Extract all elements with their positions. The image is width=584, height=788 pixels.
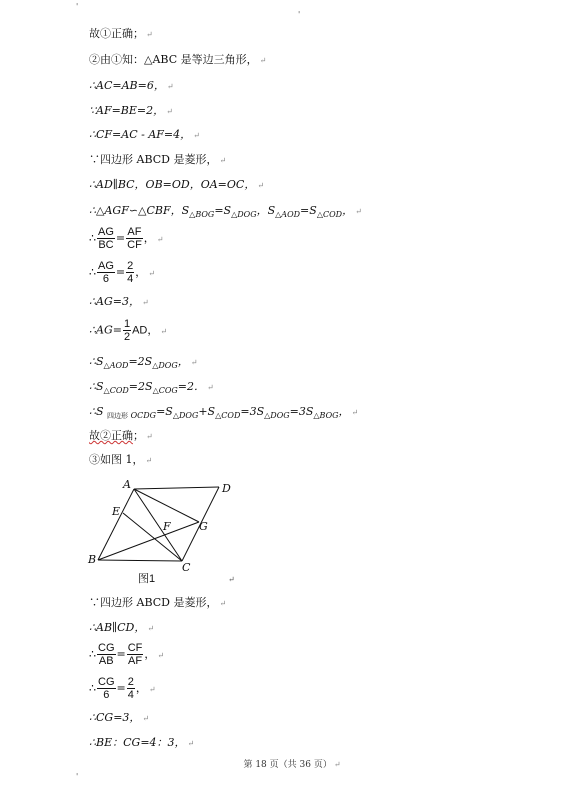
- figure-return-mark: ↵: [228, 575, 235, 584]
- label-e: E: [112, 505, 121, 518]
- fraction-ag-bc: $\frac{AG}{BC}$: [98, 226, 114, 251]
- text-line-2: ②由①知：△ABC 是等边三角形， ↵: [89, 53, 267, 66]
- text-line-14: $\therefore S_{\triangle COD}=2S_{\triangle COG}=2$． ↵: [89, 380, 214, 396]
- text-line-23: ∴BE：CG=4：3， ↵: [89, 736, 195, 749]
- text-line-18: ∵四边形 ABCD 是菱形， ↵: [89, 596, 227, 609]
- label-d: D: [222, 482, 231, 495]
- fraction-2-4-b: $\frac{2}{4}$: [127, 676, 134, 701]
- text-line-3: ∴AC=AB=6， ↵: [89, 79, 174, 92]
- fraction-2-4: $\frac{2}{4}$: [127, 260, 134, 285]
- text-line-7: ∴AD∥BC，OB=OD，OA=OC， ↵: [89, 178, 265, 191]
- text-line-11: ∴AG=3， ↵: [89, 295, 149, 308]
- text-line-20: ∴ $\frac{CG}{AB}$ = $\frac{CF}{AF}$ ， ↵: [89, 642, 165, 667]
- text-line-1: 故①正确； ↵: [89, 27, 153, 40]
- fraction-cg-ab: $\frac{CG}{AB}$: [98, 642, 115, 667]
- text-line-4: ∵AF=BE=2， ↵: [89, 104, 173, 117]
- segment-ba: [98, 489, 134, 560]
- fraction-1-2: $\frac{1}{2}$: [123, 318, 131, 343]
- rhombus-figure: [86, 477, 236, 587]
- label-c: C: [182, 561, 191, 574]
- fraction-cg-6: $\frac{CG}{6}$: [98, 676, 115, 701]
- segment-cb: [98, 560, 182, 561]
- segment-ag: [134, 489, 199, 522]
- corner-mark-top-left: ': [76, 2, 79, 11]
- segment-ce: [123, 513, 182, 561]
- segment-bg: [98, 522, 199, 560]
- text-line-5: ∴CF=AC - AF=4， ↵: [89, 128, 200, 141]
- text-line-21: ∴ $\frac{CG}{6}$ = $\frac{2}{4}$ ， ↵: [89, 676, 156, 701]
- corner-mark-top-right: ': [298, 10, 301, 19]
- text-line-12: ∴AG= $\frac{1}{2}$ AD， ↵: [89, 318, 168, 343]
- text-line-9: ∴ $\frac{AG}{BC}$ = $\frac{AF}{CF}$ ， ↵: [89, 226, 164, 251]
- fraction-af-cf: $\frac{AF}{CF}$: [127, 226, 142, 251]
- label-a: A: [123, 478, 131, 491]
- corner-mark-bottom-left: ': [76, 772, 79, 781]
- segment-ac: [134, 489, 182, 561]
- text-line-17: ③如图 1， ↵: [89, 453, 153, 466]
- label-g: G: [199, 520, 208, 533]
- text-line-8: ∴△AGF∽△CBF，$S_{\triangle BOG}=S_{\triangle DOG}$，$S_{\triangle AOD}=S_{\triangle COD}$， ↵: [89, 204, 362, 220]
- fraction-cf-af: $\frac{CF}{AF}$: [127, 642, 143, 667]
- text-line-15: ∴S $_{四边形}$ $_{OCDG}=S_{\triangle DOG}+S_{\triangle COD}=3S_{\triangle DOG}=3S_{\triangle BOG}$， ↵: [89, 405, 359, 421]
- text-line-19: ∴AB∥CD， ↵: [89, 621, 155, 634]
- text-line-10: ∴ $\frac{AG}{6}$ = $\frac{2}{4}$ ， ↵: [89, 260, 155, 285]
- label-f: F: [163, 520, 171, 533]
- page-footer: 第 18 页（共 36 页） ↵: [243, 760, 341, 770]
- segment-ad: [134, 487, 219, 489]
- text-line-22: ∴CG=3， ↵: [89, 711, 150, 724]
- text-line-6: ∵四边形 ABCD 是菱形， ↵: [89, 153, 227, 166]
- label-b: B: [88, 553, 97, 566]
- figure-caption: 图1: [138, 573, 156, 585]
- text-line-16: 故②正确； ↵: [89, 429, 153, 442]
- fraction-ag-6: $\frac{AG}{6}$: [98, 260, 114, 285]
- text-line-13: $\therefore S_{\triangle AOD}=2S_{\triangle DOG}$， ↵: [89, 355, 198, 371]
